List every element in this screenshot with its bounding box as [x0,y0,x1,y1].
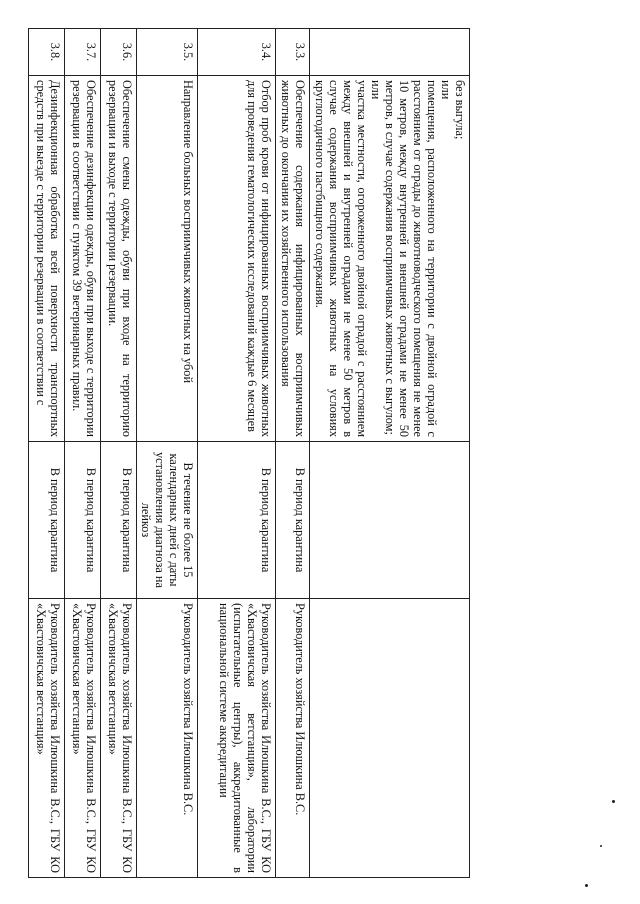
table-row [198,29,276,878]
action-cell [310,76,470,442]
responsible-cell: Руководитель хозяйства Илюшкина В.С., ГБУ КО «Хвастовичская ветстанция» [65,599,101,878]
action-cell: Обеспечение смены одежды, обуви при входе на территорию резервации и выходе с территории резервации. [101,76,137,442]
scan-speck [585,884,588,887]
action-line: без выгула; [453,80,467,140]
table-row [276,29,310,878]
action-cell: Обеспечение содержания инфицированных восприимчивых животных до окончания их хозяйственного использования [276,76,310,442]
table-row [310,29,470,878]
table-row [65,29,101,878]
period-cell: В период карантина [101,442,137,599]
row-number: 3.5. [137,29,198,76]
action-line: или [369,80,383,100]
action-line: или [439,80,453,100]
action-cell: Дезинфекционная обработка всей поверхности транспортных средств при выезде с территории резервации в соответствии с [29,76,65,442]
responsible-cell [310,599,470,878]
responsible-cell: Руководитель хозяйства Илюшкина В.С., ГБУ КО «Хвастовичская ветстанция» [29,599,65,878]
row-number: 3.6. [101,29,137,76]
action-line: участка местности, огороженного двойной оградой с расстоянием между внешней и внутренней оградами не менее 50 метров в случае содержания восприимчивых животных на условиях круглогодичного пастбищного содержания. [313,80,369,437]
period-cell: В период карантина [198,442,276,599]
table-row [101,29,137,878]
period-cell: В течение не более 15 календарных дней с даты установления диагноза на лейкоз [137,442,198,599]
row-number: 3.7. [65,29,101,76]
period-cell [310,442,470,599]
table-row [137,29,198,878]
table-row [29,29,65,878]
period-cell: В период карантина [65,442,101,599]
row-number: 3.8. [29,29,65,76]
responsible-cell: Руководитель хозяйства Илюшкина В.С., ГБУ КО «Хвастовичская ветстанция», лаборатории (испытательные центры), аккредитованные в национальной системе аккредитации [198,599,276,878]
action-cell: Направление больных восприимчивых животных на убой [137,76,198,442]
row-number: 3.4. [198,29,276,76]
scan-speck [612,800,615,803]
scan-speck [600,845,602,847]
row-number [310,29,470,76]
responsible-cell: Руководитель хозяйства Илюшкина В.С. [276,599,310,878]
action-line: помещения, расположенного на территории с двойной оградой с расстоянием от ограды до животноводческого помещения не менее 10 метров, между внутренней и внешней оградами не менее 50 метров, в случае содержания восприимчивых животных с выгулом; [383,80,439,437]
row-number: 3.3. [276,29,310,76]
period-cell: В период карантина [29,442,65,599]
action-cell: Обеспечение дезинфекции одежды, обуви при выходе с территории резервации в соответствии с пунктом 39 ветеринарных правил. [65,76,101,442]
period-cell: В период карантина [276,442,310,599]
responsible-cell: Руководитель хозяйства Илюшкина В.С. [137,599,198,878]
rotated-table-container [34,28,470,878]
quarantine-measures-table [28,28,470,878]
responsible-cell: Руководитель хозяйства Илюшкина В.С., ГБУ КО «Хвастовичская ветстанция» [101,599,137,878]
action-cell: Отбор проб крови от инфицированных восприимчивых животных для проведения гематологических исследований каждые 6 месяцев [198,76,276,442]
